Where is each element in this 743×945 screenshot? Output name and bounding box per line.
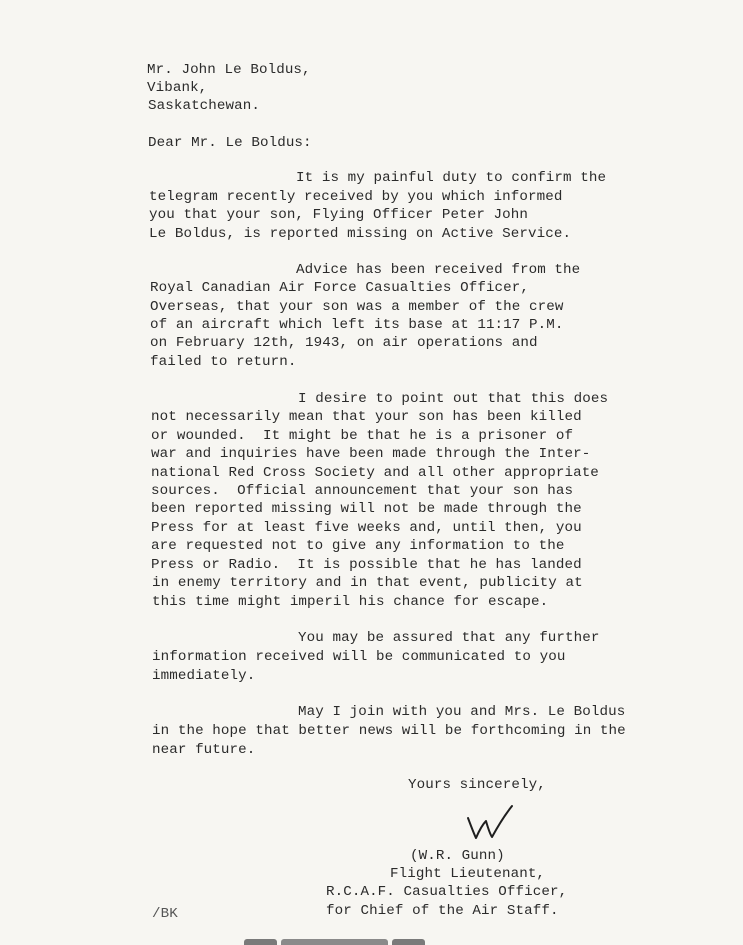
body-line: telegram recently received by you which informed bbox=[149, 189, 563, 205]
handwritten-signature bbox=[462, 800, 522, 846]
recipient-province: Saskatchewan. bbox=[148, 98, 260, 114]
signer-name: (W.R. Gunn) bbox=[410, 848, 505, 864]
body-line: you that your son, Flying Officer Peter John bbox=[149, 207, 529, 223]
body-line: or wounded. It might be that he is a prisoner of bbox=[151, 428, 574, 444]
viewer-bar-segment[interactable] bbox=[281, 939, 388, 945]
body-line: You may be assured that any further bbox=[298, 630, 600, 646]
recipient-name: Mr. John Le Boldus, bbox=[147, 62, 311, 78]
body-line: I desire to point out that this does bbox=[298, 391, 609, 407]
body-line: war and inquiries have been made through the Inter- bbox=[151, 446, 591, 462]
body-line: May I join with you and Mrs. Le Boldus bbox=[298, 704, 626, 720]
body-line: information received will be communicated to you bbox=[152, 649, 566, 665]
body-line: are requested not to give any information to the bbox=[151, 538, 565, 554]
closing: Yours sincerely, bbox=[408, 777, 546, 793]
body-line: Press for at least five weeks and, until then, you bbox=[151, 520, 582, 536]
body-line: near future. bbox=[152, 742, 256, 758]
body-line: of an aircraft which left its base at 11:17 P.M. bbox=[150, 317, 564, 333]
viewer-bar-segment[interactable] bbox=[392, 939, 425, 945]
body-line: Press or Radio. It is possible that he has landed bbox=[151, 557, 582, 573]
body-line: Royal Canadian Air Force Casualties Officer, bbox=[150, 280, 530, 296]
body-line: Le Boldus, is reported missing on Active Service. bbox=[149, 226, 572, 242]
signer-rank: Flight Lieutenant, bbox=[390, 866, 546, 882]
body-line: this time might imperil his chance for escape. bbox=[152, 594, 549, 610]
body-line: Advice has been received from the bbox=[296, 262, 581, 278]
viewer-bar-segment[interactable] bbox=[244, 939, 277, 945]
body-line: been reported missing will not be made through the bbox=[151, 501, 582, 517]
body-line: Overseas, that your son was a member of the crew bbox=[150, 299, 564, 315]
body-line: immediately. bbox=[152, 668, 256, 684]
signer-for: for Chief of the Air Staff. bbox=[326, 903, 559, 919]
body-line: not necessarily mean that your son has been killed bbox=[151, 409, 582, 425]
body-line: in the hope that better news will be forthcoming in the bbox=[152, 723, 626, 739]
salutation: Dear Mr. Le Boldus: bbox=[148, 135, 312, 151]
body-line: on February 12th, 1943, on air operations and bbox=[150, 335, 538, 351]
recipient-town: Vibank, bbox=[147, 80, 208, 96]
reference-initials: /BK bbox=[152, 906, 178, 922]
body-line: failed to return. bbox=[150, 354, 297, 370]
body-line: in enemy territory and in that event, publicity at bbox=[152, 575, 583, 591]
signer-title: R.C.A.F. Casualties Officer, bbox=[326, 884, 568, 900]
body-line: national Red Cross Society and all other appropriate bbox=[151, 465, 599, 481]
body-line: sources. Official announcement that your son has bbox=[151, 483, 574, 499]
body-line: It is my painful duty to confirm the bbox=[296, 170, 607, 186]
